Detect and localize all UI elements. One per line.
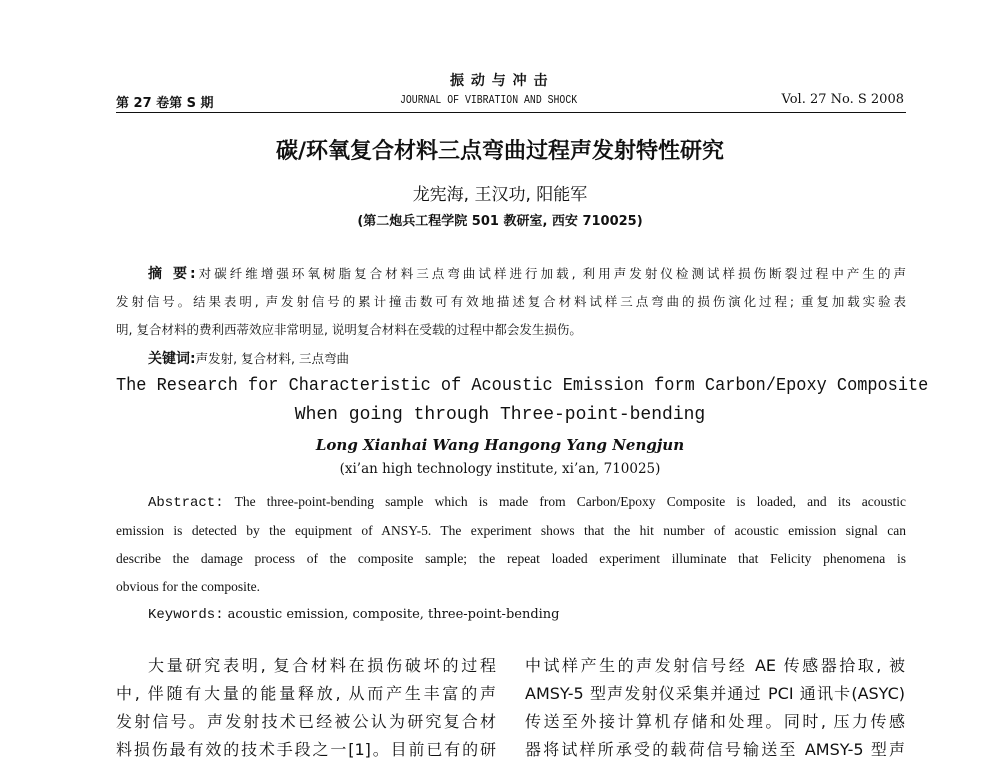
paper-title-cn: 碳/环氧复合材料三点弯曲过程声发射特性研究	[275, 139, 725, 164]
paper-title-en-line1: The Research for Characteristic of Acoustic Emission form Carbon/Epoxy Composite	[116, 376, 929, 396]
paper-title-en-line2: When going through Three-point-bending	[294, 405, 706, 425]
body-line: AMSY-5 型声发射仪采集并通过 PCI 通讯卡(ASYC)	[525, 684, 905, 703]
authors-cn: 龙宪海, 王汉功, 阳能军	[412, 185, 588, 205]
keywords-en-text: acoustic emission, composite, three-point-bending	[227, 607, 560, 622]
body-right-column	[525, 652, 905, 764]
abstract-en-text: The three-point-bending sample which is made from Carbon/Epoxy Composite is loaded, and its acoustic	[234, 494, 907, 509]
abstract-cn-line: 发射信号。结果表明, 声发射信号的累计撞击数可有效地描述复合材料试样三点弯曲的损伤演化过程; 重复加载实验表	[116, 294, 906, 309]
keywords-cn-text: 声发射, 复合材料, 三点弯曲	[195, 351, 350, 366]
body-left-column	[116, 652, 496, 764]
journal-title-en: JOURNAL OF VIBRATION AND SHOCK	[400, 93, 578, 107]
volume-label-cn: 第 27 卷第 S 期	[116, 96, 214, 111]
abstract-en-line: obvious for the composite.	[116, 579, 260, 594]
body-line: 大量研究表明, 复合材料在损伤破坏的过程	[148, 656, 496, 675]
keywords-en	[148, 605, 560, 623]
volume-label-en: Vol. 27 No. S 2008	[781, 92, 904, 107]
abstract-en	[116, 488, 906, 601]
abstract-cn	[116, 260, 906, 344]
keywords-cn	[148, 348, 349, 368]
header-rule	[116, 112, 906, 113]
body-line: 发射信号。声发射技术已经被公认为研究复合材	[116, 712, 496, 731]
body-line: 料损伤最有效的技术手段之一[1]。目前已有的研	[116, 740, 496, 759]
abstract-cn-label: 摘 要:	[148, 266, 196, 282]
journal-title-cn: 振 动 与 冲 击	[450, 73, 549, 89]
keywords-cn-label: 关键词:	[148, 351, 196, 367]
body-line: 传送至外接计算机存储和处理。同时, 压力传感	[525, 712, 905, 731]
abstract-cn-text: 对碳纤维增强环氧树脂复合材料三点弯曲试样进行加载, 利用声发射仪检测试样损伤断裂过程中产生的声	[195, 266, 906, 281]
body-line: 中试样产生的声发射信号经 AE 传感器拾取, 被	[525, 656, 905, 675]
affiliation-cn: (第二炮兵工程学院 501 教研室, 西安 710025)	[357, 214, 643, 229]
body-line: 中, 伴随有大量的能量释放, 从而产生丰富的声	[116, 684, 496, 703]
abstract-en-line	[116, 488, 906, 517]
abstract-en-label: Abstract:	[148, 495, 224, 511]
keywords-en-label: Keywords:	[148, 607, 224, 623]
abstract-en-line: describe the damage process of the composite sample; the repeat loaded experiment illuminate that Felicity phenomena is	[116, 551, 906, 566]
abstract-en-line: emission is detected by the equipment of ANSY-5. The experiment shows that the hit number of acoustic emission signal can	[116, 523, 906, 538]
affiliation-en: (xi’an high technology institute, xi’an, 710025)	[339, 461, 661, 477]
body-line: 器将试样所承受的载荷信号输送至 AMSY-5 型声	[525, 740, 905, 759]
abstract-cn-line	[116, 260, 906, 288]
authors-en: Long Xianhai Wang Hangong Yang Nengjun	[315, 436, 685, 454]
abstract-cn-line: 明, 复合材料的费利西蒂效应非常明显, 说明复合材料在受载的过程中都会发生损伤。	[116, 322, 582, 337]
